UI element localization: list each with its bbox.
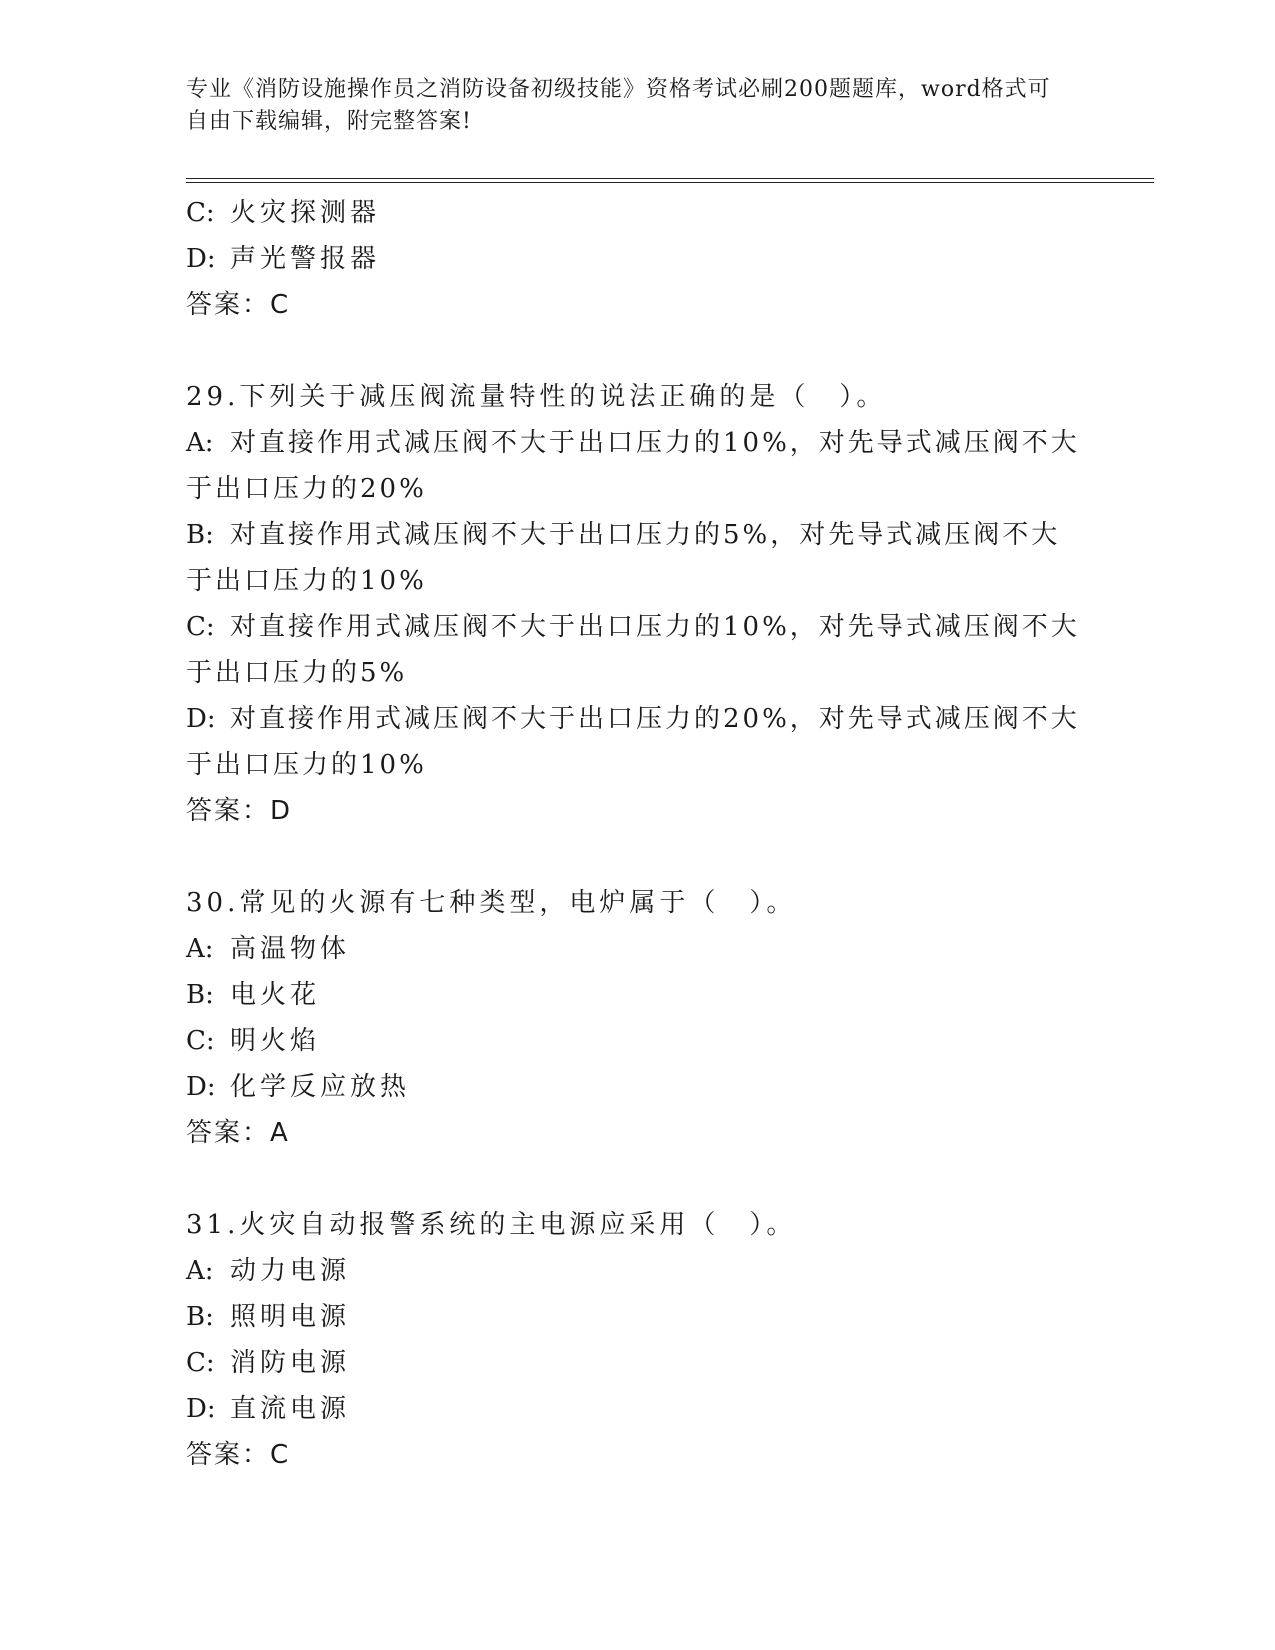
option-label: C:	[186, 612, 215, 642]
option-text: 电火花	[230, 980, 321, 1010]
spacer	[186, 1156, 1086, 1202]
option-a	[186, 1248, 1086, 1294]
option-label: B:	[186, 1302, 214, 1332]
answer-line: 答案：D	[186, 796, 293, 826]
option-label: B:	[186, 980, 214, 1010]
document-body	[186, 190, 1086, 1478]
question-stem: 29.下列关于减压阀流量特性的说法正确的是（ ）。	[186, 382, 887, 412]
option-label: A:	[186, 934, 214, 964]
option-c	[186, 1340, 1086, 1386]
option-c	[186, 604, 1086, 696]
option-c	[186, 1018, 1086, 1064]
question-31	[186, 1202, 1086, 1478]
option-d	[186, 696, 1086, 788]
option-text: 照明电源	[230, 1302, 351, 1332]
question-stem: 30.常见的火源有七种类型，电炉属于（ ）。	[186, 888, 797, 918]
option-text: 明火焰	[230, 1026, 321, 1056]
option-c	[186, 190, 1086, 236]
option-label: A:	[186, 428, 214, 458]
option-text: 声光警报器	[230, 244, 381, 274]
answer-line: 答案：A	[186, 1118, 290, 1148]
option-label: C:	[186, 1026, 215, 1056]
option-text: 对直接作用式减压阀不大于出口压力的5%，对先导式减压阀不大于出口压力的10%	[186, 520, 1061, 596]
option-label: D:	[186, 244, 216, 274]
option-b	[186, 512, 1086, 604]
option-label: C:	[186, 1348, 215, 1378]
option-a	[186, 926, 1086, 972]
option-a	[186, 420, 1086, 512]
option-text: 化学反应放热	[230, 1072, 411, 1102]
answer-line: 答案：C	[186, 1440, 291, 1470]
spacer	[186, 834, 1086, 880]
option-text: 对直接作用式减压阀不大于出口压力的10%，对先导式减压阀不大于出口压力的20%	[186, 428, 1080, 504]
header-divider	[186, 178, 1154, 183]
option-d	[186, 1386, 1086, 1432]
answer-line: 答案：C	[186, 290, 291, 320]
option-label: D:	[186, 1072, 216, 1102]
option-text: 直流电源	[230, 1394, 351, 1424]
option-d	[186, 1064, 1086, 1110]
option-text: 消防电源	[230, 1348, 351, 1378]
option-label: C:	[186, 198, 215, 228]
option-label: D:	[186, 1394, 216, 1424]
option-text: 对直接作用式减压阀不大于出口压力的10%，对先导式减压阀不大于出口压力的5%	[186, 612, 1080, 688]
option-text: 动力电源	[230, 1256, 351, 1286]
option-label: B:	[186, 520, 214, 550]
option-b	[186, 1294, 1086, 1340]
document-header: 专业《消防设施操作员之消防设备初级技能》资格考试必刷200题题库，word格式可自由下载编辑，附完整答案!	[186, 77, 1051, 134]
option-label: D:	[186, 704, 216, 734]
question-29	[186, 374, 1086, 834]
option-text: 对直接作用式减压阀不大于出口压力的20%，对先导式减压阀不大于出口压力的10%	[186, 704, 1080, 780]
option-b	[186, 972, 1086, 1018]
question-30	[186, 880, 1086, 1156]
spacer	[186, 328, 1086, 374]
option-text: 高温物体	[230, 934, 351, 964]
option-label: A:	[186, 1256, 214, 1286]
question-stem: 31.火灾自动报警系统的主电源应采用（ ）。	[186, 1210, 797, 1240]
option-d	[186, 236, 1086, 282]
option-text: 火灾探测器	[230, 198, 381, 228]
prev-question	[186, 190, 1086, 328]
